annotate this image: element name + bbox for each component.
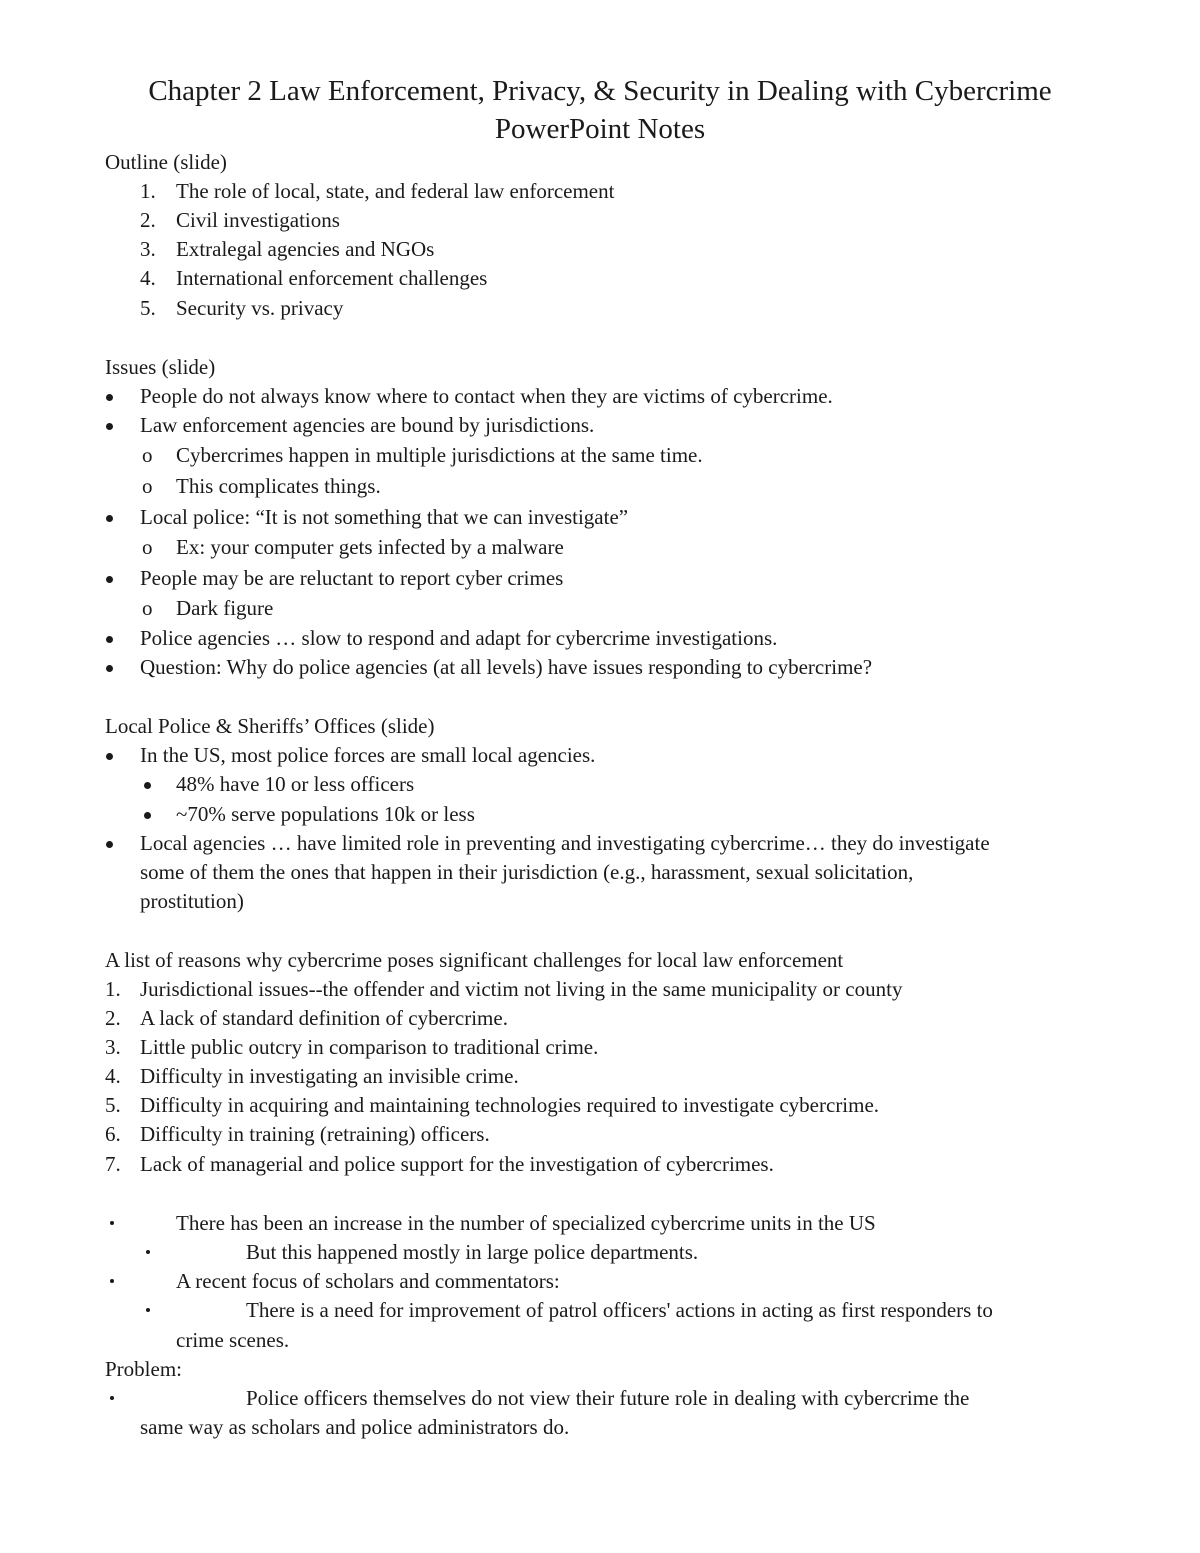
list-number: 1. bbox=[105, 977, 121, 1001]
bullet-item: Police officers themselves do not view their future role in dealing with cybercrime the bbox=[246, 1386, 970, 1410]
bullet-icon bbox=[106, 665, 113, 672]
sub-bullet-item: Dark figure bbox=[176, 596, 274, 620]
list-number: 2. bbox=[105, 1006, 121, 1030]
sub-bullet-item: But this happened mostly in large police departments. bbox=[246, 1240, 699, 1264]
outline-item: Civil investigations bbox=[176, 208, 340, 232]
sub-bullet-item: ~70% serve populations 10k or less bbox=[176, 802, 475, 826]
problem-heading: Problem: bbox=[105, 1357, 182, 1381]
hollow-bullet-icon: o bbox=[142, 443, 153, 467]
list-number: 2. bbox=[140, 208, 156, 232]
bullet-item: People do not always know where to contact when they are victims of cybercrime. bbox=[140, 384, 833, 408]
bullet-icon bbox=[110, 1279, 114, 1283]
list-number: 3. bbox=[105, 1035, 121, 1059]
sub-bullet-item: 48% have 10 or less officers bbox=[176, 772, 415, 796]
list-number: 7. bbox=[105, 1152, 121, 1176]
document-subtitle: PowerPoint Notes bbox=[494, 113, 706, 145]
reason-item: Little public outcry in comparison to traditional crime. bbox=[140, 1035, 599, 1059]
list-number: 1. bbox=[140, 179, 156, 203]
bullet-icon bbox=[110, 1396, 114, 1400]
bullet-icon bbox=[110, 1221, 114, 1225]
hollow-bullet-icon: o bbox=[142, 474, 153, 498]
bullet-item-continued: some of them the ones that happen in their jurisdiction (e.g., harassment, sexual solicitation, bbox=[140, 860, 914, 884]
bullet-item-continued: same way as scholars and police administrators do. bbox=[140, 1415, 570, 1439]
bullet-item: Local police: “It is not something that we can investigate” bbox=[140, 505, 629, 529]
reason-item: Jurisdictional issues--the offender and victim not living in the same municipality or county bbox=[140, 977, 903, 1001]
outline-item: International enforcement challenges bbox=[176, 266, 488, 290]
bullet-icon bbox=[106, 576, 113, 583]
bullet-item: Police agencies … slow to respond and adapt for cybercrime investigations. bbox=[140, 626, 778, 650]
outline-item: Extralegal agencies and NGOs bbox=[176, 237, 435, 261]
list-number: 4. bbox=[140, 266, 156, 290]
bullet-item: In the US, most police forces are small local agencies. bbox=[140, 743, 596, 767]
outline-heading: Outline (slide) bbox=[105, 150, 227, 174]
issues-heading: Issues (slide) bbox=[105, 355, 216, 379]
outline-item: The role of local, state, and federal law enforcement bbox=[176, 179, 615, 203]
sub-bullet-item: There is a need for improvement of patrol officers' actions in acting as first responders to bbox=[246, 1298, 993, 1322]
bullet-item: Local agencies … have limited role in preventing and investigating cybercrime… they do investigate bbox=[140, 831, 990, 855]
reason-item: Difficulty in training (retraining) officers. bbox=[140, 1122, 490, 1146]
local-police-heading: Local Police & Sheriffs’ Offices (slide) bbox=[105, 714, 435, 738]
bullet-item-continued: prostitution) bbox=[140, 889, 244, 913]
reason-item: A lack of standard definition of cybercrime. bbox=[140, 1006, 508, 1030]
bullet-item: Question: Why do police agencies (at all levels) have issues responding to cybercrime? bbox=[140, 655, 873, 679]
list-number: 5. bbox=[140, 296, 156, 320]
hollow-bullet-icon: o bbox=[142, 535, 153, 559]
bullet-icon bbox=[144, 812, 151, 819]
outline-item: Security vs. privacy bbox=[176, 296, 344, 320]
sub-bullet-item: This complicates things. bbox=[176, 474, 381, 498]
document-title: Chapter 2 Law Enforcement, Privacy, & Security in Dealing with Cybercrime bbox=[148, 75, 1052, 107]
reasons-heading: A list of reasons why cybercrime poses significant challenges for local law enforcement bbox=[105, 948, 844, 972]
list-number: 3. bbox=[140, 237, 156, 261]
bullet-item: Law enforcement agencies are bound by jurisdictions. bbox=[140, 413, 595, 437]
bullet-item: A recent focus of scholars and commentators: bbox=[176, 1269, 560, 1293]
list-number: 4. bbox=[105, 1064, 121, 1088]
bullet-icon bbox=[146, 1308, 150, 1312]
bullet-icon bbox=[106, 394, 113, 401]
sub-bullet-item-continued: crime scenes. bbox=[176, 1328, 290, 1352]
bullet-item: People may be are reluctant to report cyber crimes bbox=[140, 566, 564, 590]
bullet-icon bbox=[106, 423, 113, 430]
sub-bullet-item: Cybercrimes happen in multiple jurisdictions at the same time. bbox=[176, 443, 703, 467]
bullet-icon bbox=[106, 841, 113, 848]
bullet-icon bbox=[146, 1250, 150, 1254]
bullet-icon bbox=[106, 515, 113, 522]
reason-item: Difficulty in acquiring and maintaining technologies required to investigate cybercrime. bbox=[140, 1093, 880, 1117]
list-number: 5. bbox=[105, 1093, 121, 1117]
list-number: 6. bbox=[105, 1122, 121, 1146]
reason-item: Lack of managerial and police support for the investigation of cybercrimes. bbox=[140, 1152, 774, 1176]
bullet-icon bbox=[144, 782, 151, 789]
bullet-icon bbox=[106, 636, 113, 643]
bullet-item: There has been an increase in the number of specialized cybercrime units in the US bbox=[176, 1211, 876, 1235]
bullet-icon bbox=[106, 753, 113, 760]
reason-item: Difficulty in investigating an invisible crime. bbox=[140, 1064, 519, 1088]
hollow-bullet-icon: o bbox=[142, 596, 153, 620]
sub-bullet-item: Ex: your computer gets infected by a malware bbox=[176, 535, 564, 559]
